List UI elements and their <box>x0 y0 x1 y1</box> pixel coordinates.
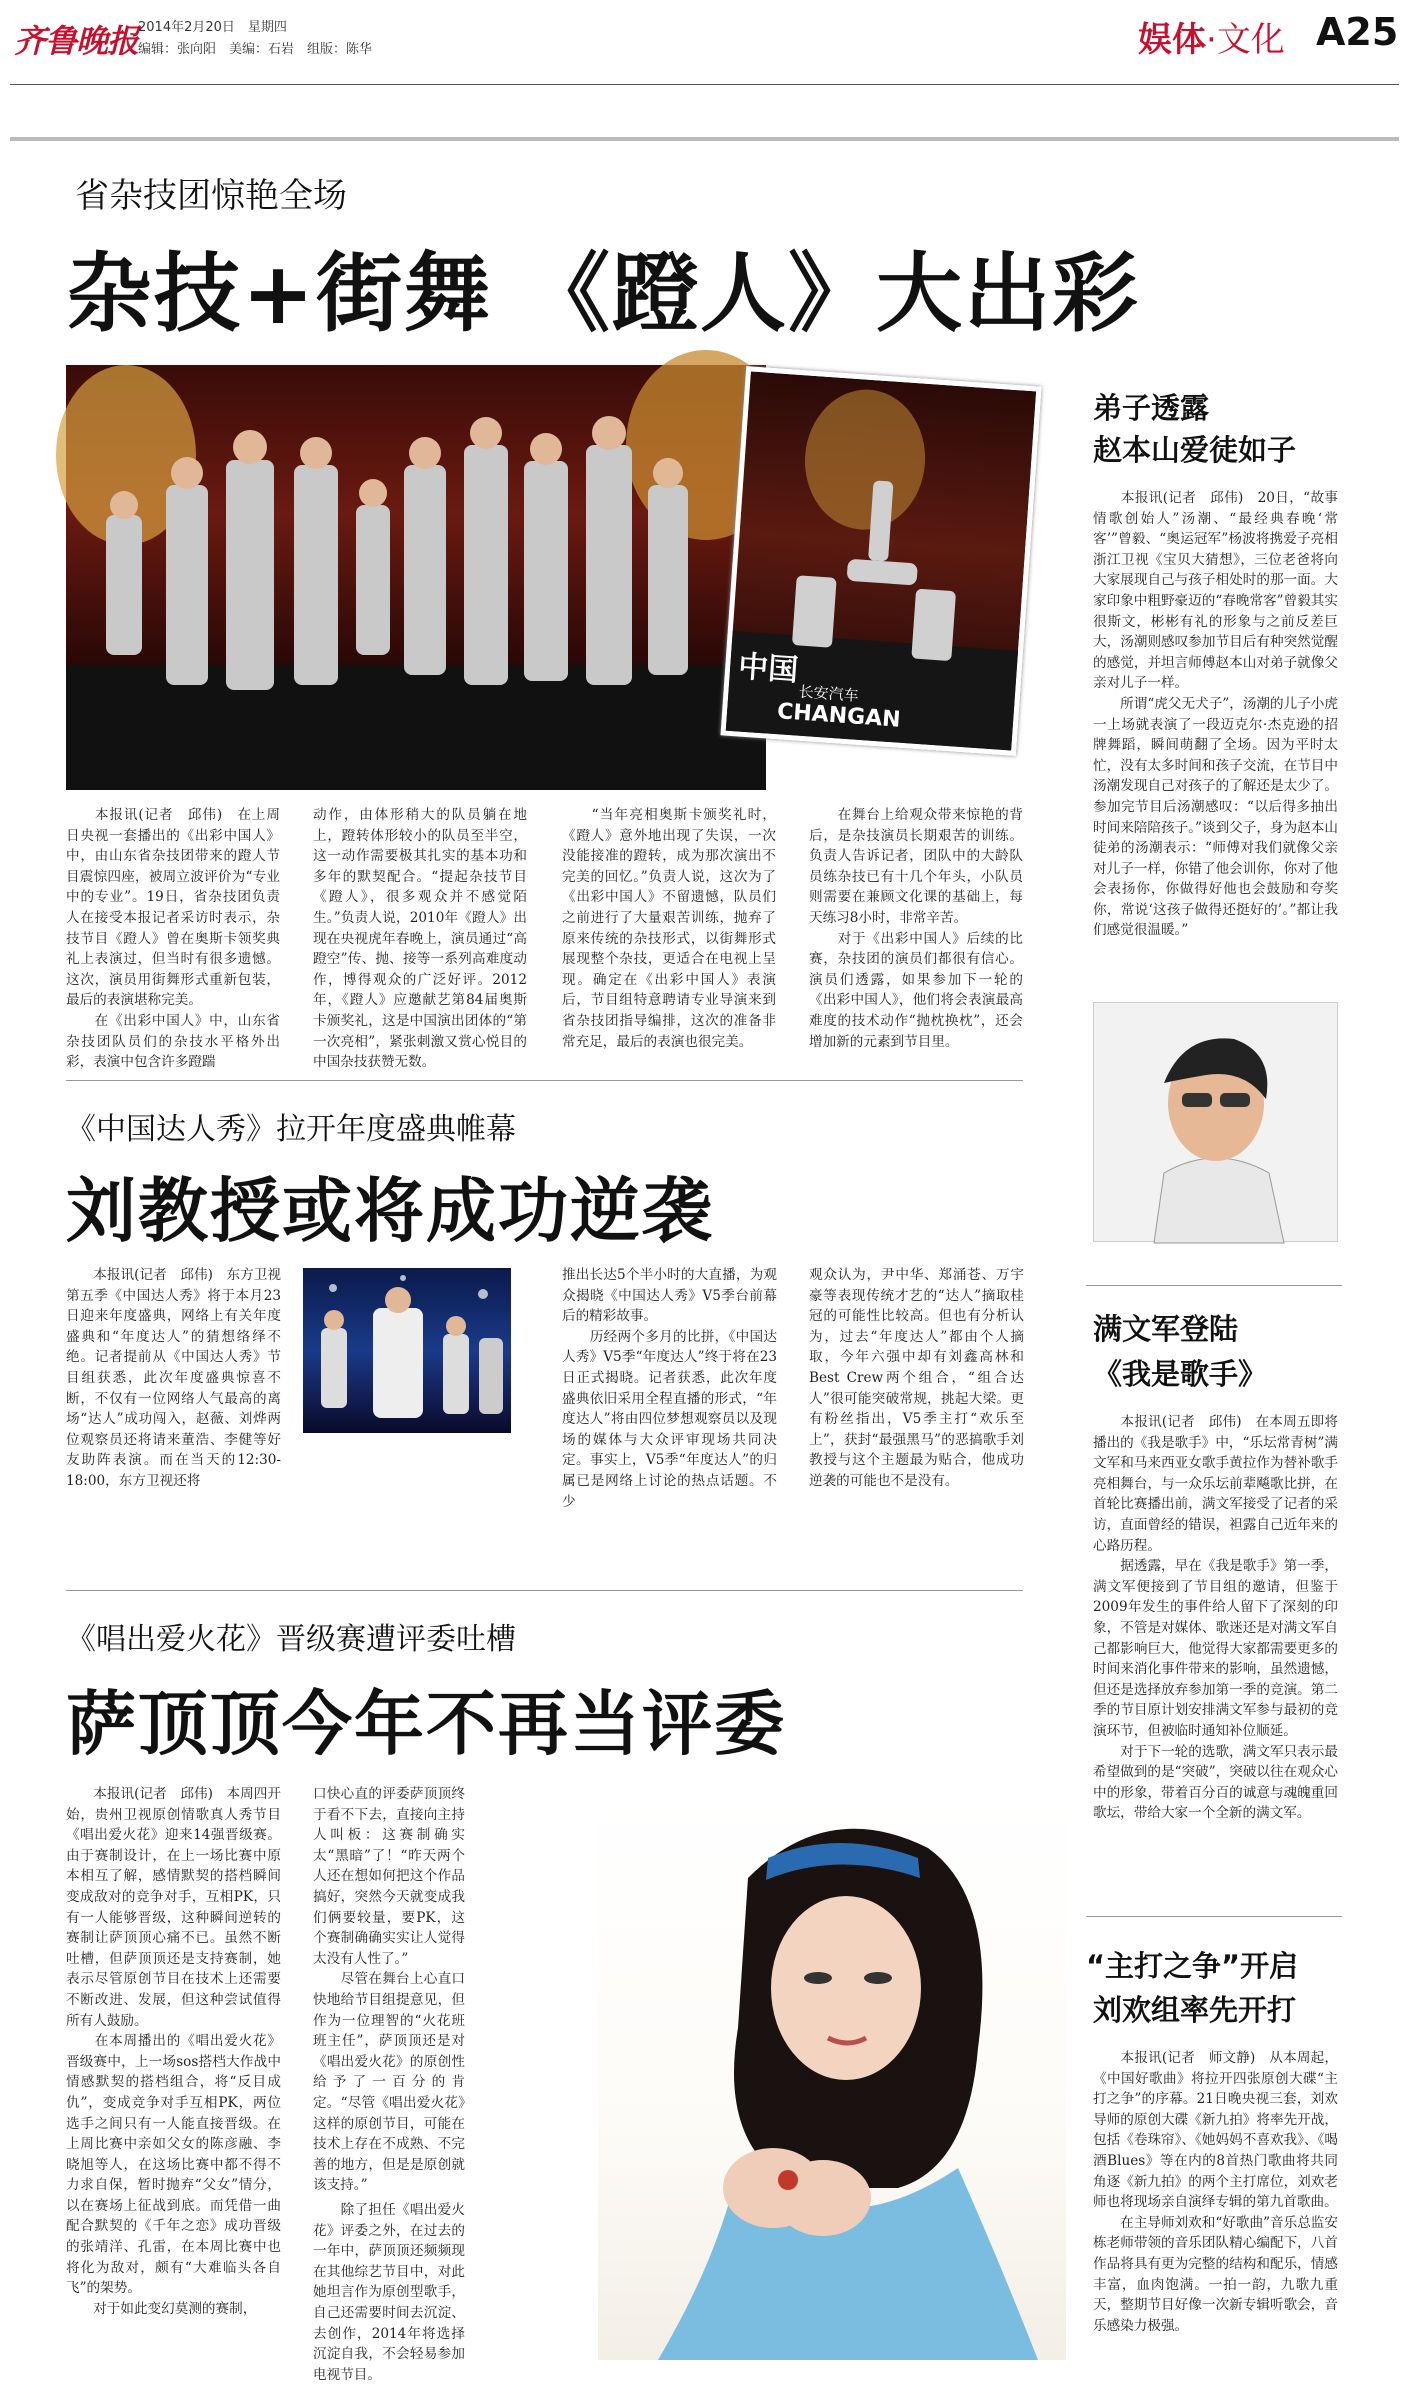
story2-column-2: 推出长达5个半小时的大直播，为观众揭晓《中国达人秀》V5季台前幕后的精彩故事。 历经两个多月的比拼，《中国达人秀》V5季“年度达人”终于将在23日正式揭晓。记者获悉，此次年度盛典依旧采用全程直播的形式，“年度达人”将由四位梦想观察员以及现场的媒体与大众评审现场共同决定。事实上，V5季“年度达人”的归属已是网络上讨论的热点话题。不少 <box>562 1267 777 1510</box>
story3-column-1: 本报讯(记者 邱伟) 本周四开始，贵州卫视原创情歌真人秀节目《唱出爱火花》迎来14强晋级赛。由于赛制设计，在上一场比赛中原本相互了解，感情默契的搭档瞬间变成敌对的竞争对手，互相PK，只有一人能够晋级，这种瞬间逆转的赛制让萨顶顶心痛不已。虽然不断吐槽，但萨顶顶还是支持赛制，她表示尽管原创节目在技术上还需要不断改进、发展，但这种尝试值得所有人鼓励。 在本周播出的《唱出爱火花》晋级赛中，上一场sos搭档大作战中情感默契的搭档组合，将“反目成仇”，变成竞争对手互相PK，两位选手之间只有一人能直接晋级。在上周比赛中亲如父女的陈彦融、李晓旭等人，在这场比赛中都不得不力求自保，暂时抛弃“父女”情分，以在赛场上征战到底。而凭借一曲配合默契的《千年之恋》成功晋级的张靖洋、孔雷，在本周比赛中也将化为敌对，颇有“大难临头各自飞”的架势。 对于如此变幻莫测的赛制， <box>66 1786 281 2317</box>
judge-sa-dingding-photo <box>598 1788 1066 2360</box>
story2-column-1: 本报讯(记者 邱伟) 东方卫视第五季《中国达人秀》将于本月23日迎来年度盛典，网络上有关年度盛典和“年度达人”的猜想络绎不绝。记者提前从《中国达人秀》节目组获悉，此次年度盛典惊喜不断，不仅有一位网络人气最高的离场“达人”成功闯入，赵薇、刘烨两位观察员还将请来董浩、李健等好友助阵表演。而在当天的12:30-18:00，东方卫视还将 <box>66 1267 281 1489</box>
sidebar-divider-2 <box>1086 1916 1342 1917</box>
story1-headline: 杂技+街舞 《蹬人》大出彩 <box>66 244 1140 344</box>
newspaper-logo: 齐鲁晚报 <box>14 22 139 60</box>
sidebar2-body: 本报讯(记者 邱伟) 在本周五即将播出的《我是歌手》中，“乐坛常青树”满文军和马来西亚女歌手黄拉作为替补歌手亮相舞台，与一众乐坛前辈飚歌比拼，在首轮比赛播出前，满文军接受了记者的采访，直面曾经的错误，袒露自己近年来的心路历程。 据透露，早在《我是歌手》第一季，满文军便接到了节目组的邀请，但鉴于2009年发生的事件给人留下了深刻的印象，不管是对媒体、歌迷还是对满文军自己都影响巨大，他觉得大家都需要更多的时间来消化事件带来的影响，虽然遗憾，但还是选择放弃参加第一季的竞演。第二季的节目原计划安排满文军参与最初的竞演环节，但被临时通知补位顺延。 对于下一轮的选歌，满文军只表示最希望做到的是“突破”，突破以往在观众心中的形象，带着百分百的诚意与魂魄重回歌坛，带给大家一个全新的满文军。 <box>1093 1414 1338 1822</box>
talent-show-graphic <box>303 1268 511 1433</box>
acrobats-stunt-photo <box>720 366 1041 756</box>
sidebar3-title-line1: “主打之争”开启 <box>1086 1949 1299 1983</box>
section-label <box>1138 12 1285 61</box>
editors-credit: 编辑：张向阳 美编：石岩 组版：陈华 <box>138 42 373 57</box>
sidebar-divider-1 <box>1086 1285 1342 1286</box>
story1-kicker: 省杂技团惊艳全场 <box>75 176 347 216</box>
masthead-rule-thick <box>10 137 1399 141</box>
portrait-photo-tang-chao <box>1093 1002 1338 1242</box>
story3-headline: 萨顶顶今年不再当评委 <box>66 1683 786 1765</box>
sidebar1-title-line1: 弟子透露 <box>1093 391 1210 425</box>
story3-kicker: 《唱出爱火花》晋级赛遭评委吐槽 <box>66 1622 516 1657</box>
judge-sa-dingding-graphic <box>598 1788 1066 2360</box>
stage-banner-text: 中国 <box>737 649 800 689</box>
sidebar3-body: 本报讯(记者 师文静) 从本周起，《中国好歌曲》将拉开四张原创大碟“主打之争”的序幕。21日晚央视三套，刘欢导师的原创大碟《新九拍》将率先开战，包括《卷珠帘》、《她妈妈不喜欢我》、《喝酒Blues》等在内的8首热门歌曲将共同角逐《新九拍》的两个主打席位，刘欢老师也将现场亲自演绎专辑的第九首歌曲。 在主导师刘欢和“好歌曲”音乐总监安栋老师带领的音乐团队精心编配下，八首作品将具有更为完整的结构和配乐，情感丰富，血肉饱满。一拍一韵，九歌九重天，整期节目好像一次新专辑听歌会，音乐感染力极强。 <box>1093 2050 1338 2334</box>
portrait-graphic <box>1094 1003 1339 1243</box>
story2-headline: 刘教授或将成功逆袭 <box>66 1170 714 1252</box>
acrobats-lineup-photo <box>66 365 766 790</box>
masthead <box>0 0 1409 70</box>
story1-column-2: 动作，由体形稍大的队员躺在地上，蹬转体形较小的队员至半空，这一动作需要极其扎实的基本功和多年的默契配合。“提起杂技节目《蹬人》，很多观众并不感觉陌生。”负责人说，2010年《蹬人》出现在央视虎年春晚上，演员通过“高蹬空”传、抛、接等一系列高难度动作，博得观众的广泛好评。2012年，《蹬人》应邀献艺第84届奥斯卡颁奖礼，这是中国演出团体的“第一次亮相”，紧张刺激又赏心悦目的中国杂技获赞无数。 <box>313 807 527 1071</box>
story2-kicker: 《中国达人秀》拉开年度盛典帷幕 <box>66 1112 516 1147</box>
story1-column-4: 在舞台上给观众带来惊艳的背后，是杂技演员长期艰苦的训练。负责人告诉记者，团队中的大龄队员练杂技已有十几个年头，小队员则需要在兼顾文化课的基础上，每天练习8小时，非常辛苦。 对于《出彩中国人》后续的比赛，杂技团的演员们都很有信心。演员们透露，如果参加下一轮的《出彩中国人》，他们将会表演最高难度的技术动作“抛枕换枕”，还会增加新的元素到节目里。 <box>809 807 1023 1050</box>
sponsor-text-latin: CHANGAN <box>776 699 902 733</box>
section-divider-2 <box>66 1590 1023 1591</box>
sidebar2-title-line1: 满文军登陆 <box>1093 1312 1239 1346</box>
masthead-rule <box>10 84 1399 85</box>
story2-column-3: 观众认为，尹中华、郑涌苍、万宇豪等表现传统才艺的“达人”摘取桂冠的可能性比较高。但也有分析认为，过去“年度达人”都由个人摘取，今年六强中却有刘鑫高林和Best Crew两个组合，“组合达人”很可能突破常规，挑起大梁。更有粉丝指出，V5季主打“欢乐至上”，获封“最强黑马”的恶搞歌手刘教授与这个主题最为贴合，他成功逆袭的可能也不是没有。 <box>809 1267 1024 1489</box>
issue-date: 2014年2月20日 星期四 <box>138 20 287 35</box>
section-label-bold: 娱体 <box>1138 20 1206 60</box>
acrobats-lineup-graphic <box>66 365 766 790</box>
section-label-dot: · <box>1206 20 1217 60</box>
sidebar1-title-line2: 赵本山爱徒如子 <box>1093 433 1297 467</box>
talent-show-stage-photo <box>303 1268 511 1433</box>
sidebar3-title-line2: 刘欢组率先开打 <box>1093 1993 1297 2027</box>
sidebar1-body: 本报讯(记者 邱伟) 20日，“故事情歌创始人”汤潮、“最经典春晚‘常客’”曾毅、“奥运冠军”杨波将携爱子亮相浙江卫视《宝贝大猜想》，三位老爸将向大家展现自己与孩子相处时的那一面。大家印象中粗野豪迈的“春晚常客”曾毅其实很斯文，彬彬有礼的形象与之前反差巨大，汤潮则感叹参加节目后有种突然觉醒的感觉，并坦言师傅赵本山对弟子就像父亲对儿子一样。 所谓“虎父无犬子”，汤潮的儿子小虎一上场就表演了一段迈克尔·杰克逊的招牌舞蹈，瞬间萌翻了全场。因为平时太忙，没有太多时间和孩子交流，在节目中汤潮发现自己对孩子的了解还是太少了。参加完节目后汤潮感叹：“以后得多抽出时间来陪陪孩子。”谈到父子，身为赵本山徒弟的汤潮表示：“师傅对我们就像父亲对儿子一样，你错了他会训你，你对了他会表扬你，你做得好他也会鼓励和夸奖你，常说‘这孩子做得还挺好的’。”都让我们感觉很温暖。” <box>1093 490 1338 939</box>
story1-column-1: 本报讯(记者 邱伟) 在上周日央视一套播出的《出彩中国人》中，由山东省杂技团带来的蹬人节目震惊四座，被周立波评价为“专业中的专业”。19日，省杂技团负责人在接受本报记者采访时表示，杂技节目《蹬人》曾在奥斯卡领奖典礼上表演过，但当时有很多遗憾。这次，演员用街舞形式重新包装，最后的表演堪称完美。 在《出彩中国人》中，山东省杂技团队员们的杂技水平格外出彩，表演中包含许多蹬踹 <box>66 807 280 1071</box>
story1-column-3: “当年亮相奥斯卡颁奖礼时，《蹬人》意外地出现了失误，一次没能接准的蹬转，成为那次演出不完美的回忆。”负责人说，这次为了《出彩中国人》不留遗憾，队员们之前进行了大量艰苦训练，抛弃了原来传统的杂技形式，以街舞形式展现整个杂技，更适合在电视上呈现。确定在《出彩中国人》表演后，节目组特意聘请专业导演来到省杂技团指导编排，这次的准备非常充足，最后的表演也很完美。 <box>562 807 776 1050</box>
page-number: A25 <box>1316 10 1399 54</box>
section-label-light: 文化 <box>1216 20 1285 60</box>
section-divider-1 <box>66 1080 1023 1081</box>
story3-column-2-bottom: 除了担任《唱出爱火花》评委之外，在过去的一年中，萨顶顶还频频现在其他综艺节目中，对此她坦言作为原创型歌手，自己还需要时间去沉淀、去创作，2014年将选择沉淀自我，不会轻易参加电视节目。 <box>313 2202 465 2383</box>
acrobats-stunt-graphic <box>726 371 1036 750</box>
sponsor-text: 长安汽车 <box>798 682 860 705</box>
story3-column-2-top: 口快心直的评委萨顶顶终于看不下去，直接向主持人叫板：这赛制确实太“黑暗”了！“昨天两个人还在想如何把这个作品搞好，突然今天就变成我们俩要较量，要PK，这个赛制确确实实让人觉得太没有人性了。” 尽管在舞台上心直口快地给节目组提意见，但作为一位理智的“火花班班主任”，萨顶顶还是对《唱出爱火花》的原创性给予了一百分的肯定。“尽管《唱出爱火花》这样的原创节目，可能在技术上存在不成熟、不完善的地方，但是是原创就该支持。” <box>313 1786 465 2194</box>
sidebar2-title-line2: 《我是歌手》 <box>1093 1357 1268 1391</box>
